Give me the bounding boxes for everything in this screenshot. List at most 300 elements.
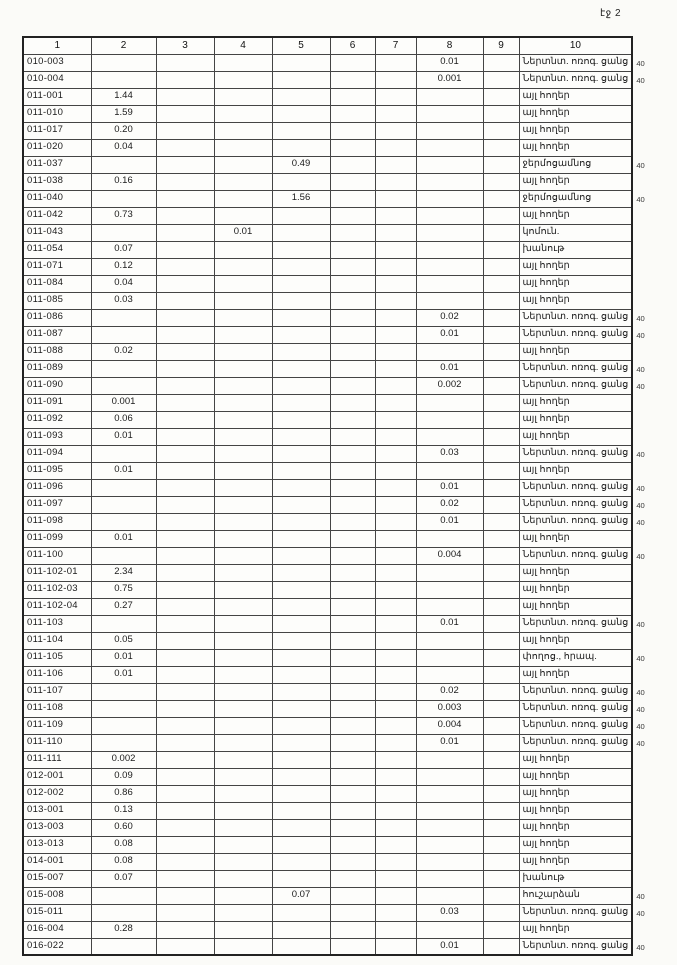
cell-col10: այլ հողեր (519, 564, 632, 581)
margin-note: 40 (636, 501, 645, 510)
cell-col3 (156, 360, 214, 377)
cell-col1: 011-111 (23, 751, 91, 768)
cell-col2: 1.44 (91, 88, 156, 105)
cell-col7 (375, 683, 416, 700)
table-row (23, 462, 632, 479)
cell-col8 (416, 462, 483, 479)
cell-col1: 015-011 (23, 904, 91, 921)
cell-col4 (214, 54, 272, 71)
table-row (23, 581, 632, 598)
cell-col10: Ներտնտ. ոռոգ. ցանց (519, 445, 632, 462)
cell-col6 (330, 598, 375, 615)
cell-col2 (91, 54, 156, 71)
margin-note: 40 (636, 892, 645, 901)
cell-col8 (416, 292, 483, 309)
cell-col4 (214, 751, 272, 768)
cell-col1: 016-004 (23, 921, 91, 938)
cell-col10: Ներտնտ. ոռոգ. ցանց (519, 904, 632, 921)
cell-col3 (156, 836, 214, 853)
cell-col10: այլ հողեր (519, 462, 632, 479)
cell-col2 (91, 904, 156, 921)
cell-col5 (272, 139, 330, 156)
cell-col1: 013-003 (23, 819, 91, 836)
header-cell: 9 (483, 37, 519, 54)
cell-col5: 0.49 (272, 156, 330, 173)
cell-col1: 011-020 (23, 139, 91, 156)
cell-col2 (91, 683, 156, 700)
cell-col6 (330, 819, 375, 836)
cell-col6 (330, 105, 375, 122)
cell-col3 (156, 326, 214, 343)
cell-col6 (330, 904, 375, 921)
cell-col2: 0.01 (91, 649, 156, 666)
cell-col5 (272, 768, 330, 785)
cell-col10: Ներտնտ. ոռոգ. ցանց (519, 717, 632, 734)
cell-col3 (156, 768, 214, 785)
cell-col2: 0.04 (91, 275, 156, 292)
cell-col4 (214, 156, 272, 173)
cell-col8 (416, 887, 483, 904)
table-row (23, 751, 632, 768)
cell-col5 (272, 292, 330, 309)
cell-col3 (156, 173, 214, 190)
cell-col5 (272, 445, 330, 462)
cell-col10: Ներտնտ. ոռոգ. ցանց (519, 360, 632, 377)
table-row (23, 428, 632, 445)
cell-col10: հուշարձան (519, 887, 632, 904)
cell-col5 (272, 496, 330, 513)
cell-col5 (272, 513, 330, 530)
cell-col9 (483, 139, 519, 156)
margin-note (636, 174, 644, 191)
margin-note (636, 89, 644, 106)
cell-col8: 0.01 (416, 513, 483, 530)
cell-col3 (156, 445, 214, 462)
cell-col7 (375, 428, 416, 445)
cell-col6 (330, 343, 375, 360)
cell-col8 (416, 88, 483, 105)
cell-col4 (214, 292, 272, 309)
cell-col3 (156, 139, 214, 156)
margin-note (636, 803, 644, 820)
cell-col5 (272, 649, 330, 666)
cell-col2: 0.01 (91, 428, 156, 445)
cell-col9 (483, 615, 519, 632)
table-row (23, 564, 632, 581)
cell-col3 (156, 547, 214, 564)
cell-col10: այլ հողեր (519, 598, 632, 615)
cell-col9 (483, 598, 519, 615)
cell-col6 (330, 751, 375, 768)
cell-col8: 0.001 (416, 71, 483, 88)
cell-col3 (156, 122, 214, 139)
cell-col7 (375, 581, 416, 598)
cell-col4 (214, 241, 272, 258)
margin-note: 40 (636, 909, 645, 918)
cell-col7 (375, 734, 416, 751)
table-area (22, 36, 645, 956)
cell-col1: 013-013 (23, 836, 91, 853)
cell-col9 (483, 819, 519, 836)
cell-col2 (91, 156, 156, 173)
cell-col7 (375, 666, 416, 683)
cell-col6 (330, 54, 375, 71)
cell-col6 (330, 479, 375, 496)
cell-col5 (272, 394, 330, 411)
table-row (23, 649, 632, 666)
cell-col7 (375, 241, 416, 258)
margin-note (636, 871, 644, 888)
cell-col8 (416, 241, 483, 258)
cell-col5: 0.07 (272, 887, 330, 904)
table-row (23, 734, 632, 751)
cell-col5 (272, 853, 330, 870)
cell-col8 (416, 258, 483, 275)
cell-col7 (375, 122, 416, 139)
margin-note (636, 463, 644, 480)
cell-col10: Ներտնտ. ոռոգ. ցանց (519, 54, 632, 71)
cell-col1: 011-098 (23, 513, 91, 530)
cell-col6 (330, 615, 375, 632)
table-row (23, 173, 632, 190)
cell-col1: 011-107 (23, 683, 91, 700)
table-row (23, 122, 632, 139)
cell-col3 (156, 802, 214, 819)
cell-col5 (272, 173, 330, 190)
cell-col7 (375, 445, 416, 462)
cell-col9 (483, 122, 519, 139)
table-row (23, 105, 632, 122)
cell-col10: ջերմոցամնոց (519, 190, 632, 207)
cell-col8: 0.002 (416, 377, 483, 394)
cell-col5 (272, 71, 330, 88)
cell-col9 (483, 190, 519, 207)
cell-col8: 0.01 (416, 479, 483, 496)
cell-col3 (156, 564, 214, 581)
cell-col7 (375, 904, 416, 921)
cell-col4: 0.01 (214, 224, 272, 241)
cell-col2: 0.60 (91, 819, 156, 836)
cell-col7 (375, 394, 416, 411)
cell-col1: 011-102-04 (23, 598, 91, 615)
cell-col5 (272, 632, 330, 649)
cell-col4 (214, 581, 272, 598)
cell-col9 (483, 71, 519, 88)
cell-col4 (214, 513, 272, 530)
table-row (23, 598, 632, 615)
cell-col4 (214, 870, 272, 887)
margin-note: 40 (636, 195, 645, 204)
cell-col6 (330, 326, 375, 343)
cell-col4 (214, 700, 272, 717)
cell-col9 (483, 224, 519, 241)
cell-col2 (91, 887, 156, 904)
cell-col1: 011-054 (23, 241, 91, 258)
margin-note (636, 344, 644, 361)
cell-col2: 0.001 (91, 394, 156, 411)
cell-col1: 011-095 (23, 462, 91, 479)
cell-col1: 011-087 (23, 326, 91, 343)
cell-col1: 011-088 (23, 343, 91, 360)
cell-col4 (214, 496, 272, 513)
cell-col5 (272, 598, 330, 615)
cell-col3 (156, 241, 214, 258)
cell-col6 (330, 581, 375, 598)
cell-col1: 015-008 (23, 887, 91, 904)
cell-col8 (416, 394, 483, 411)
cell-col1: 011-085 (23, 292, 91, 309)
cell-col2 (91, 309, 156, 326)
cell-col9 (483, 462, 519, 479)
cell-col1: 012-002 (23, 785, 91, 802)
cell-col10: այլ հողեր (519, 411, 632, 428)
cell-col6 (330, 887, 375, 904)
table-row (23, 445, 632, 462)
table-row (23, 156, 632, 173)
cell-col2: 0.02 (91, 343, 156, 360)
cell-col9 (483, 292, 519, 309)
cell-col2: 0.01 (91, 666, 156, 683)
table-row (23, 241, 632, 258)
cell-col8: 0.03 (416, 904, 483, 921)
cell-col5 (272, 581, 330, 598)
margin-note: 40 (636, 450, 645, 459)
table-row (23, 547, 632, 564)
cell-col7 (375, 462, 416, 479)
cell-col5 (272, 479, 330, 496)
cell-col9 (483, 768, 519, 785)
cell-col5 (272, 802, 330, 819)
cell-col10: այլ հողեր (519, 581, 632, 598)
cell-col5 (272, 785, 330, 802)
cell-col1: 010-004 (23, 71, 91, 88)
cell-col2: 0.01 (91, 462, 156, 479)
cell-col6 (330, 258, 375, 275)
cell-col6 (330, 445, 375, 462)
cell-col3 (156, 649, 214, 666)
cell-col6 (330, 156, 375, 173)
cell-col9 (483, 581, 519, 598)
cell-col7 (375, 156, 416, 173)
margin-note (636, 429, 644, 446)
cell-col7 (375, 360, 416, 377)
cell-col8: 0.02 (416, 496, 483, 513)
cell-col5 (272, 819, 330, 836)
header-cell: 5 (272, 37, 330, 54)
cell-col4 (214, 904, 272, 921)
cell-col9 (483, 938, 519, 955)
cell-col3 (156, 224, 214, 241)
table-row (23, 615, 632, 632)
table-row (23, 394, 632, 411)
cell-col10: այլ հողեր (519, 530, 632, 547)
cell-col6 (330, 190, 375, 207)
cell-col4 (214, 360, 272, 377)
cell-col5 (272, 836, 330, 853)
cell-col10: այլ հողեր (519, 343, 632, 360)
cell-col9 (483, 105, 519, 122)
cell-col7 (375, 853, 416, 870)
cell-col8 (416, 105, 483, 122)
cell-col6 (330, 139, 375, 156)
cell-col10: այլ հողեր (519, 853, 632, 870)
cell-col3 (156, 190, 214, 207)
cell-col1: 011-108 (23, 700, 91, 717)
table-row (23, 275, 632, 292)
cell-col8 (416, 343, 483, 360)
table-row (23, 292, 632, 309)
margin-note (636, 582, 644, 599)
cell-col7 (375, 411, 416, 428)
table-row (23, 836, 632, 853)
cell-col3 (156, 275, 214, 292)
cell-col9 (483, 377, 519, 394)
cell-col6 (330, 853, 375, 870)
cell-col2: 0.12 (91, 258, 156, 275)
cell-col9 (483, 751, 519, 768)
cell-col6 (330, 173, 375, 190)
table-row (23, 530, 632, 547)
cell-col9 (483, 156, 519, 173)
cell-col8: 0.01 (416, 734, 483, 751)
cell-col2: 0.75 (91, 581, 156, 598)
cell-col5 (272, 666, 330, 683)
cell-col2: 0.73 (91, 207, 156, 224)
table-row (23, 139, 632, 156)
data-table (22, 36, 633, 956)
cell-col1: 011-104 (23, 632, 91, 649)
cell-col4 (214, 666, 272, 683)
margin-note: 40 (636, 943, 645, 952)
table-row (23, 54, 632, 71)
cell-col4 (214, 802, 272, 819)
header-cell: 8 (416, 37, 483, 54)
table-row (23, 360, 632, 377)
cell-col10: Ներտնտ. ոռոգ. ցանց (519, 734, 632, 751)
cell-col8: 0.01 (416, 360, 483, 377)
cell-col1: 011-040 (23, 190, 91, 207)
cell-col10: Ներտնտ. ոռոգ. ցանց (519, 496, 632, 513)
cell-col4 (214, 173, 272, 190)
margin-note (636, 752, 644, 769)
cell-col3 (156, 904, 214, 921)
cell-col6 (330, 836, 375, 853)
cell-col9 (483, 309, 519, 326)
cell-col1: 011-102-01 (23, 564, 91, 581)
cell-col6 (330, 309, 375, 326)
cell-col6 (330, 122, 375, 139)
cell-col7 (375, 326, 416, 343)
cell-col4 (214, 632, 272, 649)
cell-col5 (272, 904, 330, 921)
cell-col1: 010-003 (23, 54, 91, 71)
cell-col8: 0.003 (416, 700, 483, 717)
cell-col3 (156, 887, 214, 904)
cell-col3 (156, 785, 214, 802)
cell-col1: 011-102-03 (23, 581, 91, 598)
cell-col9 (483, 343, 519, 360)
cell-col1: 011-100 (23, 547, 91, 564)
table-row (23, 496, 632, 513)
cell-col4 (214, 394, 272, 411)
margin-note (636, 854, 644, 871)
cell-col9 (483, 241, 519, 258)
cell-col5 (272, 343, 330, 360)
cell-col4 (214, 326, 272, 343)
notes-column (636, 36, 644, 956)
table-row (23, 632, 632, 649)
table-row (23, 768, 632, 785)
cell-col5 (272, 530, 330, 547)
cell-col3 (156, 700, 214, 717)
table-row (23, 819, 632, 836)
cell-col6 (330, 530, 375, 547)
cell-col7 (375, 343, 416, 360)
cell-col8 (416, 802, 483, 819)
cell-col9 (483, 904, 519, 921)
table-row (23, 870, 632, 887)
cell-col2: 0.002 (91, 751, 156, 768)
cell-col7 (375, 530, 416, 547)
cell-col9 (483, 428, 519, 445)
margin-note (636, 922, 644, 939)
cell-col2: 0.08 (91, 853, 156, 870)
cell-col1: 011-043 (23, 224, 91, 241)
cell-col3 (156, 734, 214, 751)
cell-col2: 0.06 (91, 411, 156, 428)
margin-note: 40 (636, 552, 645, 561)
cell-col5 (272, 309, 330, 326)
table-row (23, 683, 632, 700)
cell-col5 (272, 258, 330, 275)
table-header-row (23, 37, 632, 54)
cell-col7 (375, 513, 416, 530)
margin-note (636, 259, 644, 276)
margin-note: 40 (636, 484, 645, 493)
cell-col2 (91, 513, 156, 530)
cell-col7 (375, 870, 416, 887)
cell-col7 (375, 564, 416, 581)
cell-col9 (483, 564, 519, 581)
cell-col4 (214, 122, 272, 139)
header-cell: 2 (91, 37, 156, 54)
cell-col8 (416, 870, 483, 887)
cell-col1: 011-010 (23, 105, 91, 122)
cell-col10: այլ հողեր (519, 428, 632, 445)
table-row (23, 802, 632, 819)
cell-col10: այլ հողեր (519, 275, 632, 292)
cell-col3 (156, 156, 214, 173)
cell-col5 (272, 360, 330, 377)
cell-col8 (416, 530, 483, 547)
cell-col1: 011-105 (23, 649, 91, 666)
table-row (23, 326, 632, 343)
header-cell: 1 (23, 37, 91, 54)
cell-col6 (330, 224, 375, 241)
cell-col9 (483, 258, 519, 275)
margin-note (636, 293, 644, 310)
cell-col4 (214, 530, 272, 547)
cell-col8 (416, 768, 483, 785)
cell-col3 (156, 343, 214, 360)
cell-col7 (375, 207, 416, 224)
page-number-label: էջ 2 (600, 8, 622, 19)
cell-col3 (156, 54, 214, 71)
cell-col8 (416, 122, 483, 139)
cell-col7 (375, 275, 416, 292)
cell-col2 (91, 224, 156, 241)
cell-col2: 0.01 (91, 530, 156, 547)
